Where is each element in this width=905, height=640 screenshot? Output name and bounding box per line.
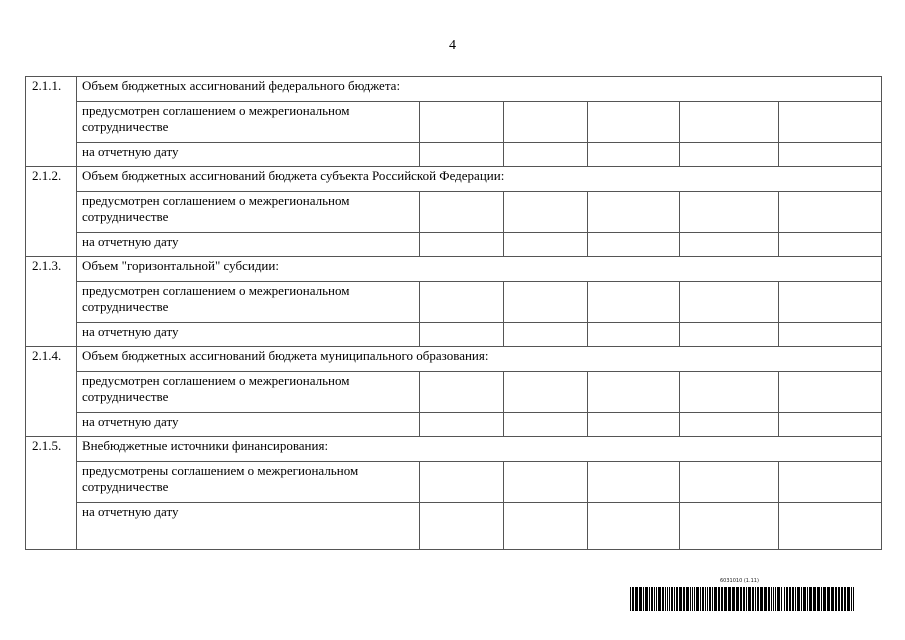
report-body bbox=[26, 77, 882, 550]
value-cell bbox=[779, 282, 882, 323]
section-row bbox=[26, 257, 882, 282]
barcode-label: 6031010 (1.11) bbox=[720, 578, 759, 584]
reporting-date-row bbox=[26, 413, 882, 437]
section-title: Объем бюджетных ассигнований федерального бюджета: bbox=[77, 77, 882, 102]
planned-row-label: предусмотрен соглашением о межрегиональном сотрудничестве bbox=[77, 102, 420, 143]
value-cell bbox=[504, 462, 588, 503]
value-cell bbox=[420, 462, 504, 503]
section-number: 2.1.5. bbox=[26, 437, 77, 550]
section-title: Внебюджетные источники финансирования: bbox=[77, 437, 882, 462]
value-cell bbox=[680, 102, 779, 143]
value-cell bbox=[680, 462, 779, 503]
value-cell bbox=[680, 503, 779, 550]
value-cell bbox=[588, 462, 680, 503]
section-row bbox=[26, 437, 882, 462]
report-table bbox=[25, 76, 882, 550]
page-number: 4 bbox=[449, 38, 456, 53]
planned-row bbox=[26, 282, 882, 323]
section-number: 2.1.4. bbox=[26, 347, 77, 437]
value-cell bbox=[680, 143, 779, 167]
value-cell bbox=[420, 233, 504, 257]
value-cell bbox=[504, 282, 588, 323]
value-cell bbox=[779, 192, 882, 233]
value-cell bbox=[504, 102, 588, 143]
value-cell bbox=[504, 372, 588, 413]
value-cell bbox=[420, 372, 504, 413]
value-cell bbox=[420, 143, 504, 167]
value-cell bbox=[588, 282, 680, 323]
planned-row-label: предусмотрен соглашением о межрегиональном сотрудничестве bbox=[77, 372, 420, 413]
value-cell bbox=[680, 282, 779, 323]
value-cell bbox=[420, 282, 504, 323]
value-cell bbox=[588, 102, 680, 143]
value-cell bbox=[420, 323, 504, 347]
value-cell bbox=[504, 413, 588, 437]
reporting-date-row-label: на отчетную дату bbox=[77, 413, 420, 437]
reporting-date-row bbox=[26, 233, 882, 257]
value-cell bbox=[779, 102, 882, 143]
section-title: Объем "горизонтальной" субсидии: bbox=[77, 257, 882, 282]
section-row bbox=[26, 77, 882, 102]
value-cell bbox=[779, 143, 882, 167]
section-title: Объем бюджетных ассигнований бюджета субъекта Российской Федерации: bbox=[77, 167, 882, 192]
value-cell bbox=[680, 192, 779, 233]
value-cell bbox=[504, 233, 588, 257]
value-cell bbox=[420, 413, 504, 437]
value-cell bbox=[588, 143, 680, 167]
section-number: 2.1.1. bbox=[26, 77, 77, 167]
section-title: Объем бюджетных ассигнований бюджета муниципального образования: bbox=[77, 347, 882, 372]
reporting-date-row-label: на отчетную дату bbox=[77, 323, 420, 347]
value-cell bbox=[680, 413, 779, 437]
reporting-date-row bbox=[26, 503, 882, 550]
value-cell bbox=[588, 413, 680, 437]
planned-row-label: предусмотрены соглашением о межрегиональном сотрудничестве bbox=[77, 462, 420, 503]
planned-row-label: предусмотрен соглашением о межрегиональном сотрудничестве bbox=[77, 192, 420, 233]
value-cell bbox=[680, 233, 779, 257]
section-row bbox=[26, 347, 882, 372]
value-cell bbox=[504, 143, 588, 167]
section-number: 2.1.2. bbox=[26, 167, 77, 257]
value-cell bbox=[779, 503, 882, 550]
section-number: 2.1.3. bbox=[26, 257, 77, 347]
value-cell bbox=[779, 462, 882, 503]
reporting-date-row bbox=[26, 323, 882, 347]
value-cell bbox=[779, 372, 882, 413]
value-cell bbox=[779, 323, 882, 347]
planned-row bbox=[26, 192, 882, 233]
value-cell bbox=[588, 372, 680, 413]
value-cell bbox=[504, 323, 588, 347]
value-cell bbox=[779, 413, 882, 437]
reporting-date-row bbox=[26, 143, 882, 167]
value-cell bbox=[420, 192, 504, 233]
value-cell bbox=[504, 192, 588, 233]
planned-row bbox=[26, 102, 882, 143]
planned-row-label: предусмотрен соглашением о межрегиональном сотрудничестве bbox=[77, 282, 420, 323]
reporting-date-row-label: на отчетную дату bbox=[77, 233, 420, 257]
value-cell bbox=[420, 102, 504, 143]
planned-row bbox=[26, 462, 882, 503]
reporting-date-row-label: на отчетную дату bbox=[77, 143, 420, 167]
value-cell bbox=[588, 192, 680, 233]
value-cell bbox=[680, 323, 779, 347]
planned-row bbox=[26, 372, 882, 413]
value-cell bbox=[779, 233, 882, 257]
value-cell bbox=[588, 233, 680, 257]
value-cell bbox=[588, 503, 680, 550]
reporting-date-row-label: на отчетную дату bbox=[77, 503, 420, 550]
value-cell bbox=[420, 503, 504, 550]
section-row bbox=[26, 167, 882, 192]
barcode-icon bbox=[630, 587, 856, 611]
value-cell bbox=[504, 503, 588, 550]
value-cell bbox=[680, 372, 779, 413]
value-cell bbox=[588, 323, 680, 347]
